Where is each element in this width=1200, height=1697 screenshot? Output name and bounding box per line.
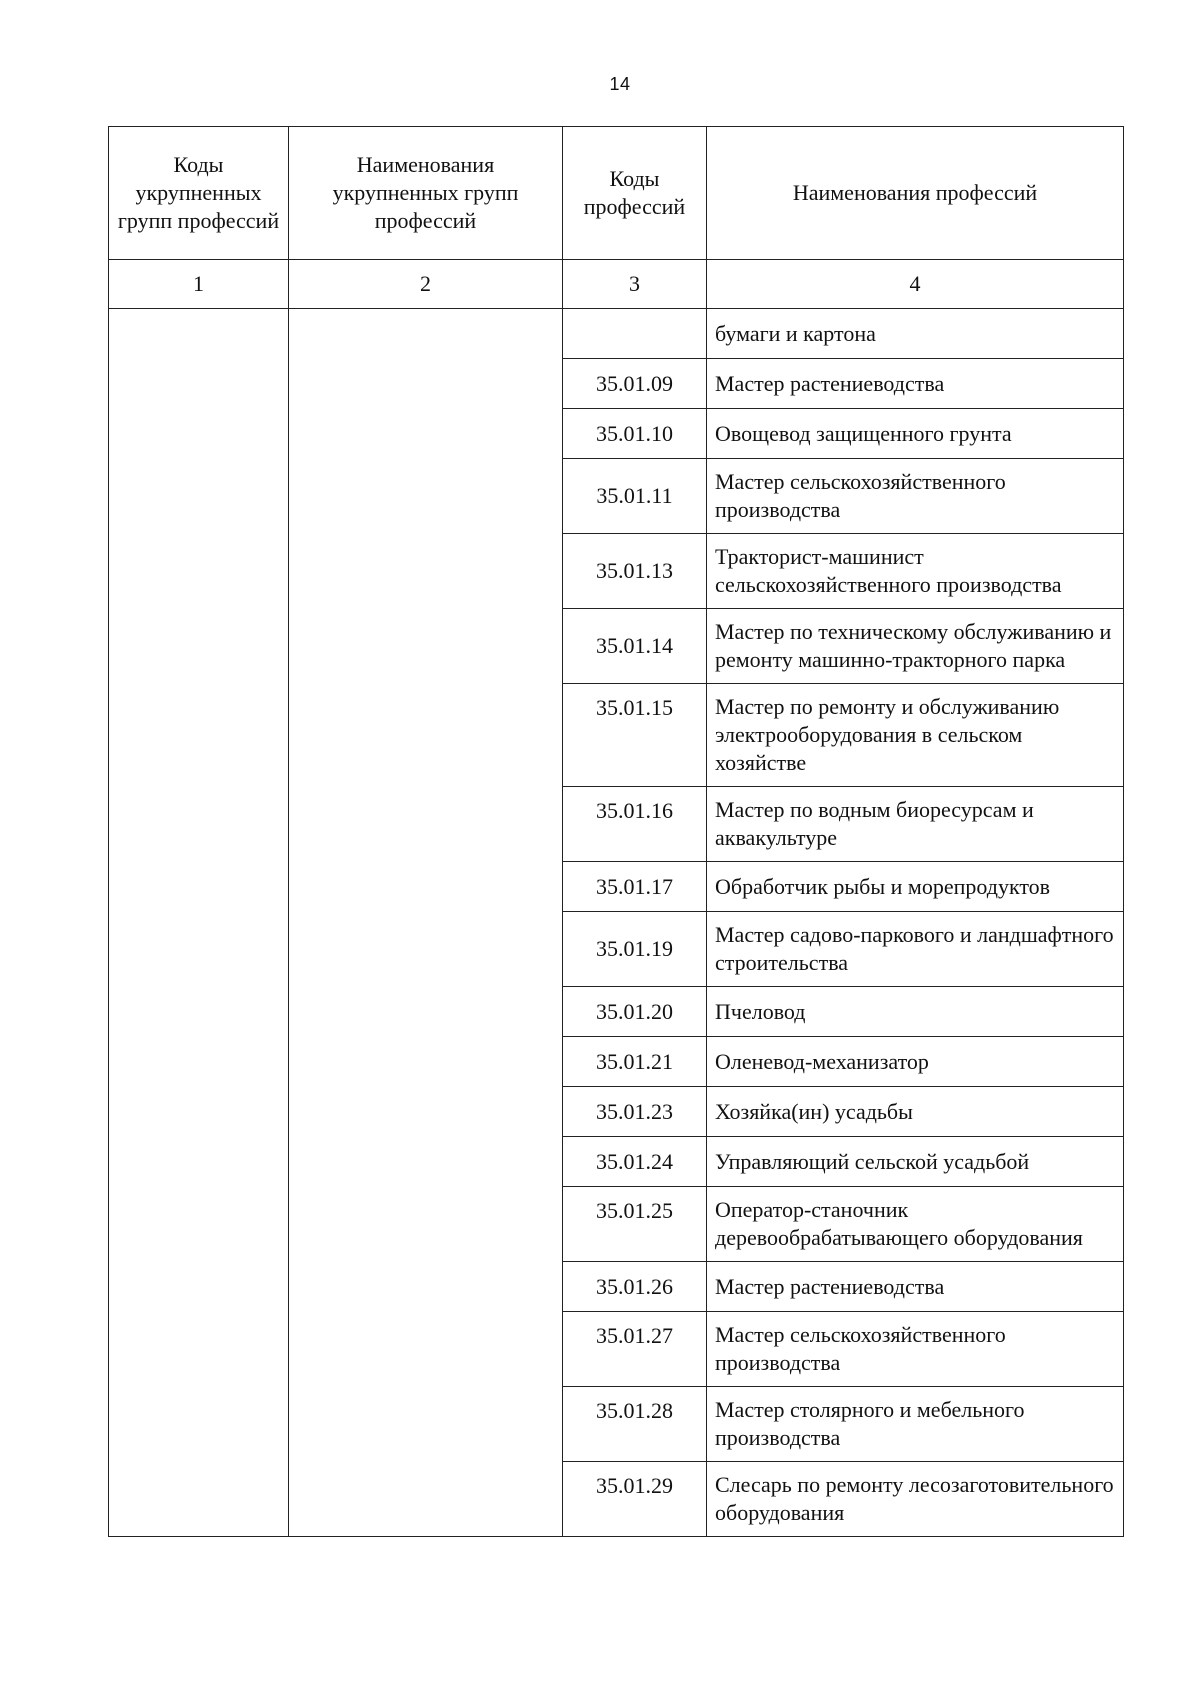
profession-code: 35.01.14: [563, 609, 707, 684]
column-number-row: [109, 260, 1124, 309]
profession-code: 35.01.23: [563, 1087, 707, 1137]
group-code-cell: [109, 309, 289, 1537]
profession-code: 35.01.11: [563, 459, 707, 534]
professions-table: [108, 126, 1124, 1537]
header-profession-codes: Коды профессий: [563, 127, 707, 260]
profession-code: [563, 309, 707, 359]
profession-name: Пчеловод: [707, 987, 1124, 1037]
profession-code: 35.01.16: [563, 787, 707, 862]
page-number: 14: [609, 74, 631, 94]
profession-name: Слесарь по ремонту лесозаготовительного оборудования: [707, 1462, 1124, 1537]
column-number: 4: [707, 260, 1124, 309]
profession-name: Мастер по техническому обслуживанию и ремонту машинно-тракторного парка: [707, 609, 1124, 684]
profession-name: Мастер по водным биоресурсам и аквакультуре: [707, 787, 1124, 862]
profession-code: 35.01.26: [563, 1262, 707, 1312]
profession-code: 35.01.24: [563, 1137, 707, 1187]
profession-name: Оператор-станочник деревообрабатывающего оборудования: [707, 1187, 1124, 1262]
table-row: [109, 309, 1124, 359]
profession-code: 35.01.20: [563, 987, 707, 1037]
profession-code: 35.01.28: [563, 1387, 707, 1462]
column-number: 1: [109, 260, 289, 309]
header-group-codes: Коды укрупненных групп профессий: [109, 127, 289, 260]
column-number: 2: [289, 260, 563, 309]
profession-name: Мастер сельскохозяйственного производства: [707, 1312, 1124, 1387]
profession-name: Тракторист-машинист сельскохозяйственного производства: [707, 534, 1124, 609]
header-group-names: Наименования укрупненных групп профессий: [289, 127, 563, 260]
profession-code: 35.01.17: [563, 862, 707, 912]
profession-code: 35.01.21: [563, 1037, 707, 1087]
profession-code: 35.01.19: [563, 912, 707, 987]
profession-code: 35.01.27: [563, 1312, 707, 1387]
profession-code: 35.01.25: [563, 1187, 707, 1262]
column-number: 3: [563, 260, 707, 309]
profession-name: Мастер растениеводства: [707, 359, 1124, 409]
profession-name: Обработчик рыбы и морепродуктов: [707, 862, 1124, 912]
profession-name: Оленевод-механизатор: [707, 1037, 1124, 1087]
profession-name: Хозяйка(ин) усадьбы: [707, 1087, 1124, 1137]
profession-code: 35.01.15: [563, 684, 707, 787]
profession-code: 35.01.10: [563, 409, 707, 459]
profession-code: 35.01.09: [563, 359, 707, 409]
profession-name: Овощевод защищенного грунта: [707, 409, 1124, 459]
profession-name: Мастер садово-паркового и ландшафтного строительства: [707, 912, 1124, 987]
header-profession-names: Наименования профессий: [707, 127, 1124, 260]
profession-name: Мастер по ремонту и обслуживанию электрооборудования в сельском хозяйстве: [707, 684, 1124, 787]
profession-name: бумаги и картона: [707, 309, 1124, 359]
profession-code: 35.01.13: [563, 534, 707, 609]
profession-name: Мастер растениеводства: [707, 1262, 1124, 1312]
profession-name: Мастер сельскохозяйственного производства: [707, 459, 1124, 534]
profession-name: Мастер столярного и мебельного производства: [707, 1387, 1124, 1462]
group-name-cell: [289, 309, 563, 1537]
profession-name: Управляющий сельской усадьбой: [707, 1137, 1124, 1187]
table-header-row: [109, 127, 1124, 260]
profession-code: 35.01.29: [563, 1462, 707, 1537]
